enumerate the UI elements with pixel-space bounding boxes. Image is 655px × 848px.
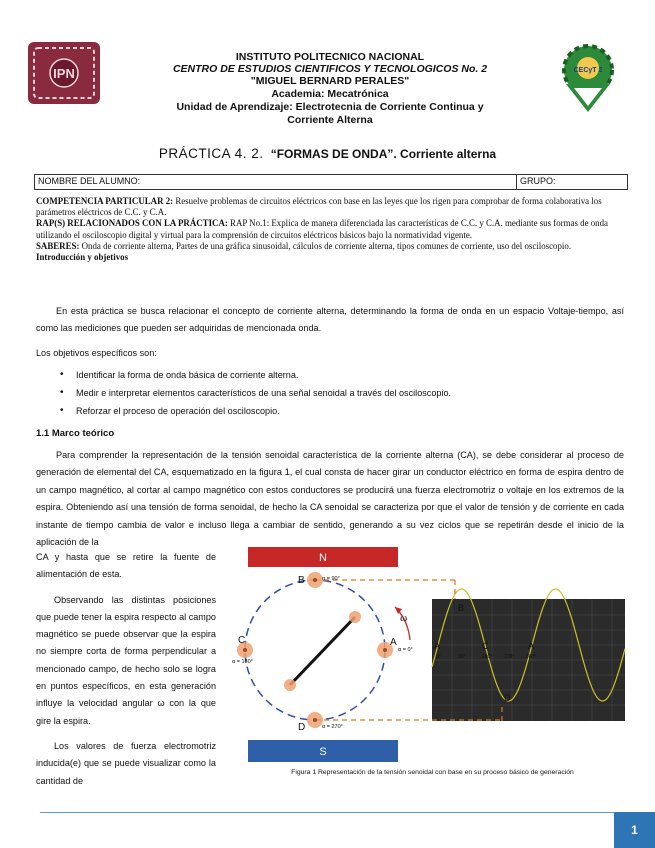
scope-label-a2: A bbox=[528, 641, 535, 651]
competence-block bbox=[36, 196, 628, 263]
angle-d: α = 270° bbox=[322, 724, 343, 730]
column-paragraph-3: Los valores de fuerza electromotriz inducida(e) que se puede visualizar como la cantidad de bbox=[36, 740, 216, 786]
figure-caption: Figura 1 Representación de la tensión senoidal con base en su proceso básico de generación bbox=[291, 769, 574, 776]
student-form bbox=[34, 174, 628, 190]
rap-label: RAP(S) RELACIONADOS CON LA PRÁCTICA: bbox=[36, 218, 228, 229]
section-title: 1.1 Marco teórico bbox=[36, 428, 115, 439]
scope-label-c: C bbox=[482, 641, 489, 651]
objectives-list bbox=[60, 366, 451, 420]
angle-c: α = 180° bbox=[232, 659, 253, 665]
objectives-intro: Los objetivos específicos son: bbox=[36, 348, 157, 358]
north-label: N bbox=[319, 552, 327, 564]
school-name: "MIGUEL BERNARD PERALES" bbox=[250, 75, 410, 87]
list-item: • Medir e interpretar elementos característicos de una señal senoidal a través del osciloscopio. bbox=[60, 384, 451, 402]
position-markers bbox=[237, 572, 393, 728]
scope-deg-270: 270° bbox=[504, 654, 515, 660]
label-c: C bbox=[238, 635, 246, 646]
practice-name: “FORMAS DE ONDA”. Corriente alterna bbox=[270, 147, 497, 161]
figure-ac-generation bbox=[232, 545, 625, 765]
scope-label-a1: A bbox=[434, 641, 441, 651]
label-d: D bbox=[298, 722, 306, 733]
south-label: S bbox=[319, 746, 327, 758]
learning-unit: Unidad de Aprendizaje: Electrotecnia de Corriente Continua y bbox=[176, 101, 484, 113]
position-centers bbox=[243, 578, 387, 722]
cecyt-logo bbox=[552, 38, 624, 114]
academy-name: Academia: Mecatrónica bbox=[271, 88, 389, 100]
intro-paragraph: En esta práctica se busca relacionar el concepto de corriente alterna, determinando la forma de onda en un espacio Voltaje-tiempo, así como las mediciones que pueden ser adquiridas de mencionada onda. bbox=[36, 306, 624, 334]
omega-label: ω bbox=[400, 612, 408, 624]
column-paragraph-2: Observando las distintas posiciones que puede tener la espira respecto al campo magnético se puede observar que la espira no siempre corta de forma perpendicular a mencionado campo, de hecho solo se logra en puntos específicos, en esta generación influye la velocidad angular ω con la que gire la espira. bbox=[36, 594, 216, 726]
loop-conductor bbox=[290, 617, 355, 685]
svg-text:CECyT 2: CECyT 2 bbox=[573, 67, 603, 74]
label-b: B bbox=[298, 575, 305, 586]
column-paragraph-1: CA y hasta que se retire la fuente de alimentación de esta. bbox=[36, 552, 216, 580]
angle-b: α = 90° bbox=[322, 576, 340, 582]
saberes-text: Onda de corriente alterna, Partes de una gráfica sinusoidal, cálculos de corriente alterna, tipos comunes de corriente, uso del osciloscopio. bbox=[79, 240, 572, 251]
practice-title bbox=[0, 146, 655, 161]
ipn-logo bbox=[24, 38, 104, 108]
label-a: A bbox=[390, 637, 397, 648]
scope-label-b: B bbox=[458, 603, 465, 613]
center-name: CENTRO DE ESTUDIOS CIENTIFICOS Y TECNOLOGICOS No. 2 bbox=[172, 63, 488, 75]
angle-a: α = 0° bbox=[398, 647, 413, 653]
group-label: GRUPO: bbox=[520, 176, 556, 186]
scope-deg-90: 90° bbox=[458, 654, 466, 660]
institute-name: INSTITUTO POLITECNICO NACIONAL bbox=[235, 51, 425, 63]
scope-deg-180: 180° bbox=[482, 654, 493, 660]
list-item: • Identificar la forma de onda básica de corriente alterna. bbox=[60, 366, 451, 384]
competence-label: COMPETENCIA PARTICULAR 2: bbox=[36, 196, 174, 206]
saberes-label: SABERES: bbox=[36, 240, 80, 251]
competence-text: Resuelve problemas de circuitos eléctricos con base en las leyes que los rigen para comprobar de forma colaborativa los parámetros eléctricos de C.C. y C.A. bbox=[36, 196, 602, 218]
scope-label-d: D bbox=[504, 693, 511, 703]
theory-column bbox=[36, 549, 216, 798]
list-item: • Reforzar el proceso de operación del osciloscopio. bbox=[60, 402, 451, 420]
svg-text:IPN: IPN bbox=[53, 66, 75, 81]
student-name-label: NOMBRE DEL ALUMNO: bbox=[38, 176, 141, 186]
page-number: 1 bbox=[614, 812, 655, 848]
learning-unit-cont: Corriente Alterna bbox=[287, 114, 373, 126]
practice-number: PRÁCTICA 4. 2. bbox=[158, 146, 264, 161]
intro-heading: Introducción y objetivos bbox=[36, 252, 129, 263]
footer-divider bbox=[40, 812, 615, 813]
scope-deg-360: 360° bbox=[526, 654, 537, 660]
theory-paragraph: Para comprender la representación de la tensión senoidal característica de la corriente alterna (CA), se debe considerar al proceso de generación de elemental del CA, esquematizado en la figura 1, el cual consta de hacer girar un conductor eléctrico en forma de espira dentro de un campo magnético, al cortar al campo magnético con estos conductores se producirá una fuerza electromotriz o voltaje en los extremos de la espira. Obteniendo así una tensión de forma senoidal, de hecho la CA senoidal se caracteriza por que el valor de tensión y de corriente en cada instante de tiempo cambia de valor e incluso llega a cambiar de sentido, generando a su vez ciclos que se repetirán desde el inicio de la aplicación de la bbox=[36, 450, 624, 548]
scope-deg-0: 0° bbox=[436, 654, 441, 660]
rap-text: RAP No.1: Explica de manera diferenciada las características de C.C. y C.A. mediante sus formas de onda utilizando el osciloscopio digital y virtual para la comprensión de circuitos eléctricos básicos bajo la normatividad vigente. bbox=[36, 218, 608, 240]
rotation-circle bbox=[245, 580, 385, 720]
